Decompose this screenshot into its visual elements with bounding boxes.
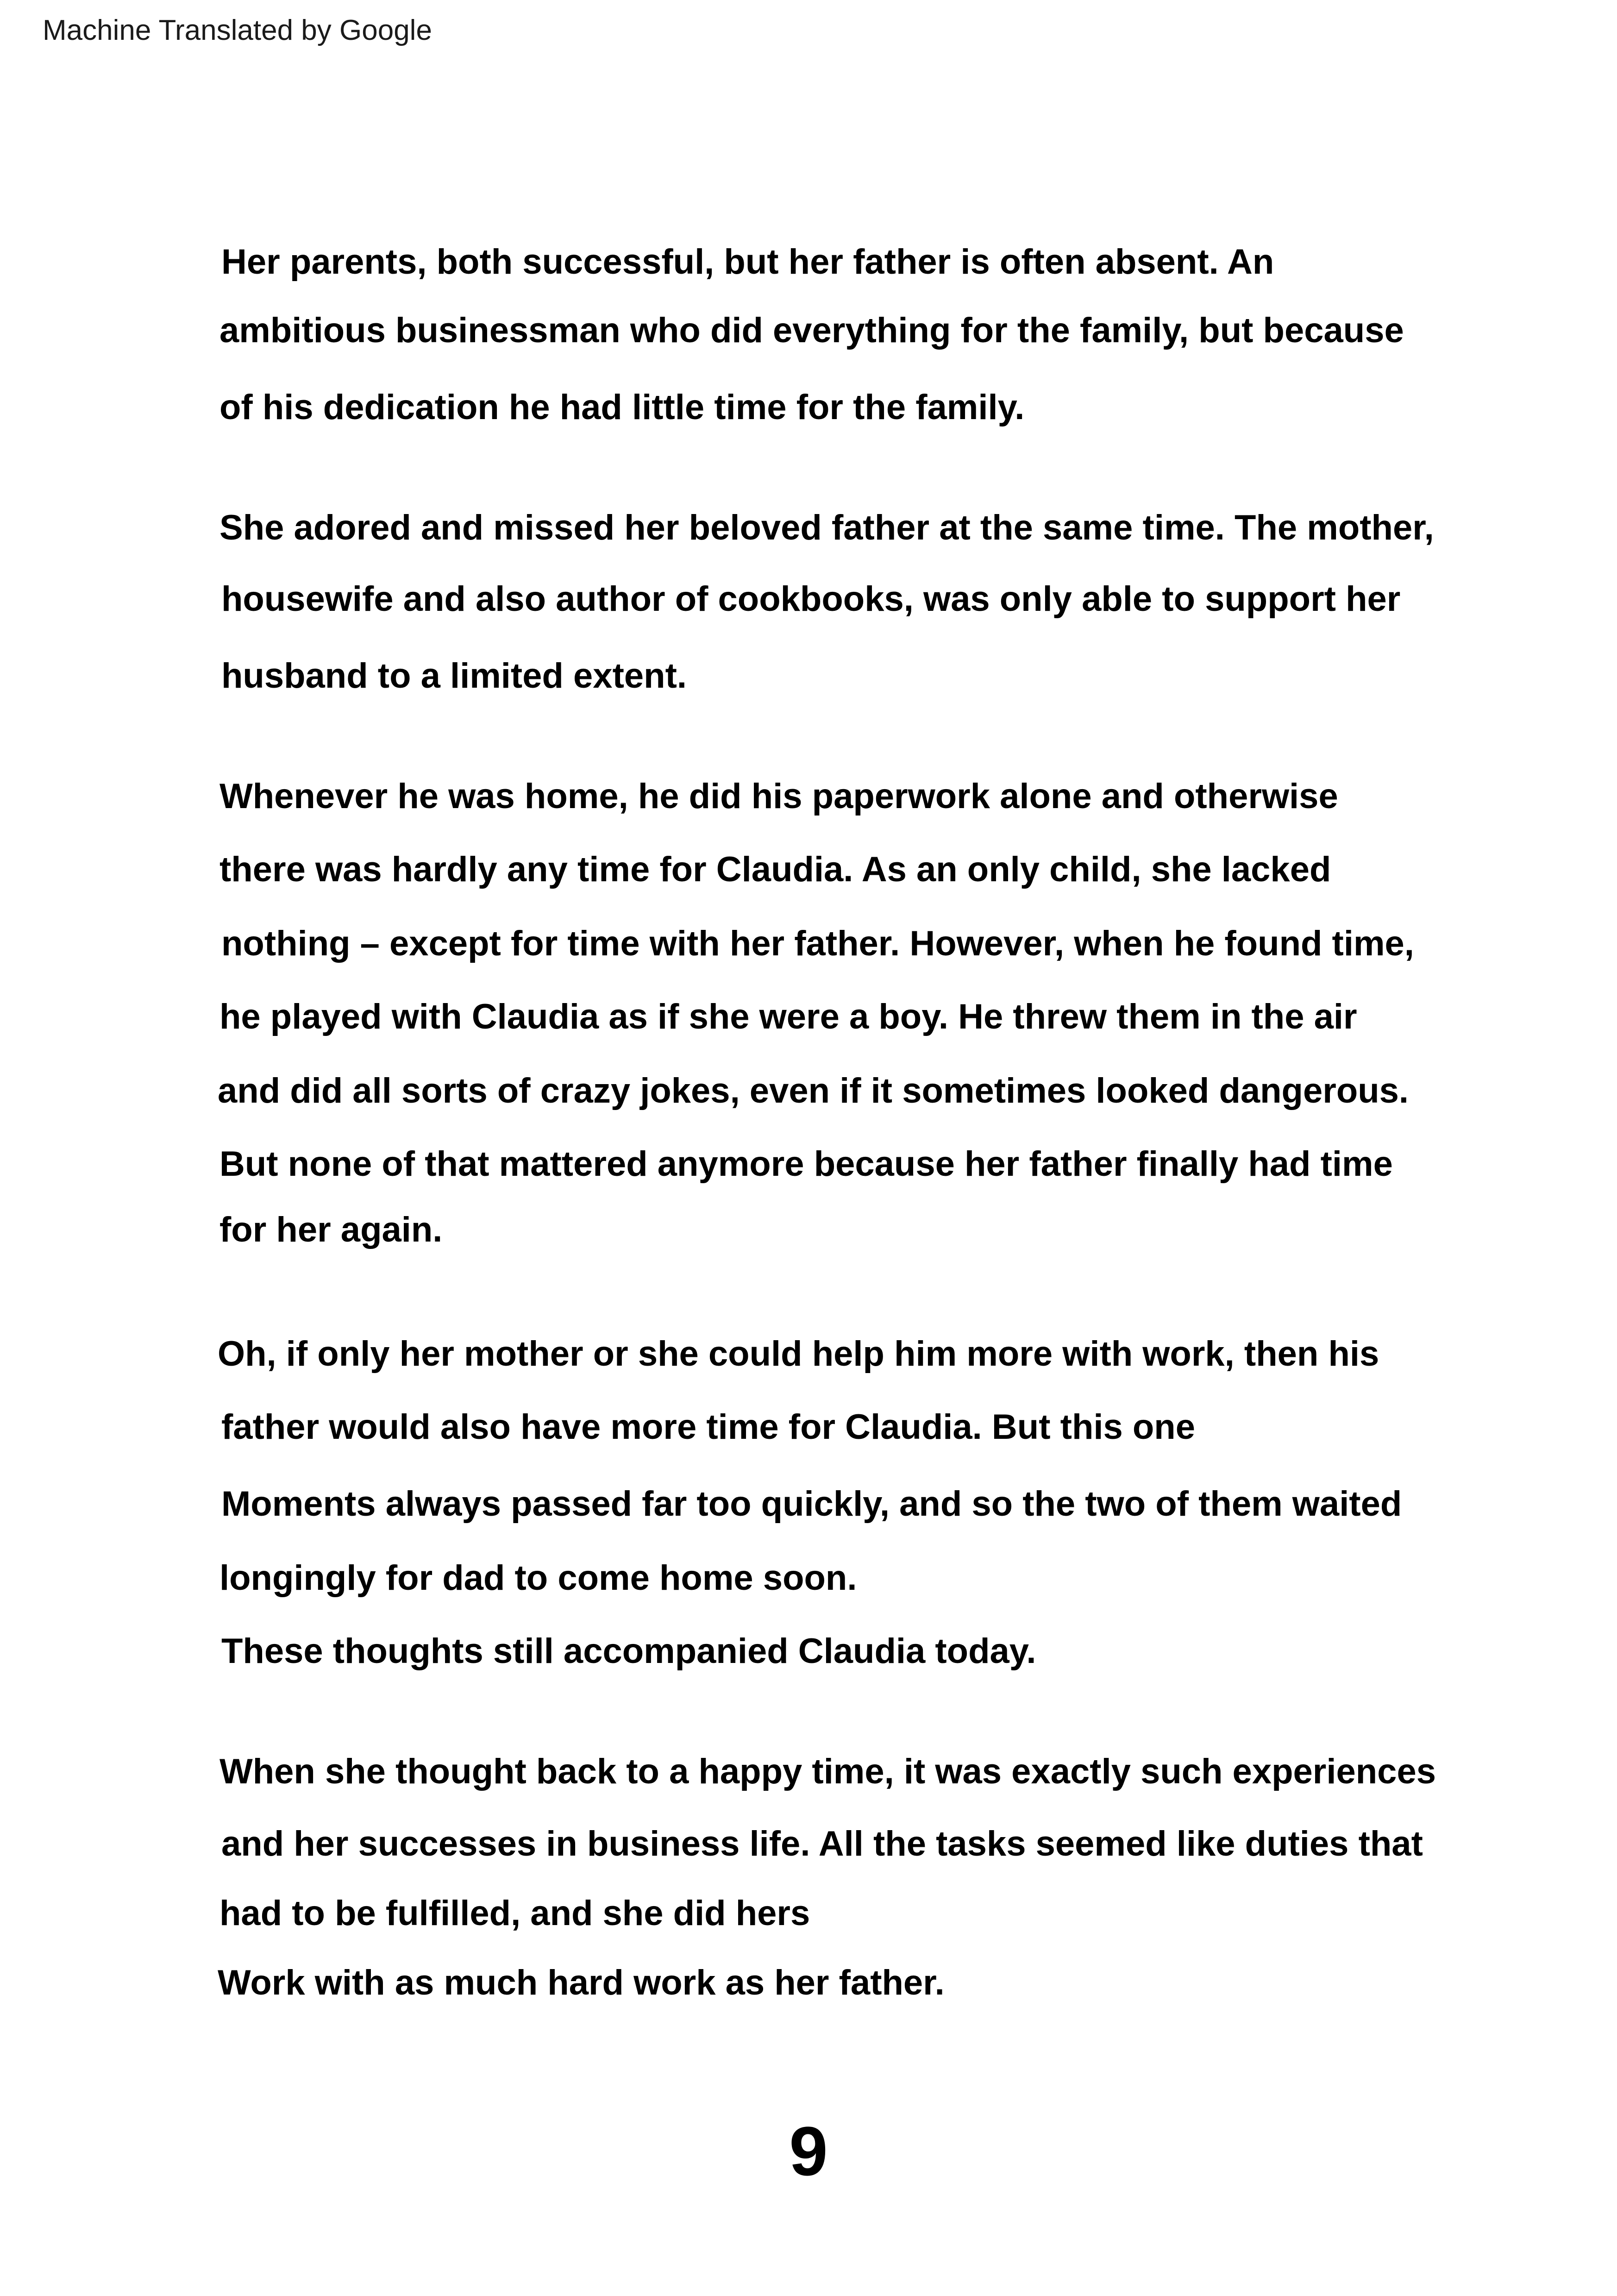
text-line: of his dedication he had little time for the family.	[219, 388, 1025, 427]
text-line: there was hardly any time for Claudia. As an only child, she lacked	[219, 850, 1331, 889]
text-line: Work with as much hard work as her father.	[218, 1963, 945, 2002]
text-line: housewife and also author of cookbooks, was only able to support her	[221, 579, 1401, 619]
text-line: Her parents, both successful, but her father is often absent. An	[221, 242, 1274, 282]
text-line: She adored and missed her beloved father at the same time. The mother,	[219, 508, 1434, 547]
text-line: for her again.	[219, 1210, 443, 1249]
text-line: husband to a limited extent.	[221, 656, 687, 696]
text-line: had to be fulfilled, and she did hers	[219, 1894, 810, 1933]
text-line: When she thought back to a happy time, it was exactly such experiences	[219, 1752, 1436, 1791]
text-line: These thoughts still accompanied Claudia today.	[221, 1631, 1036, 1671]
text-line: he played with Claudia as if she were a boy. He threw them in the air	[219, 997, 1357, 1036]
machine-translation-notice: Machine Translated by Google	[43, 14, 432, 46]
text-line: and her successes in business life. All the tasks seemed like duties that	[221, 1824, 1423, 1863]
text-line: father would also have more time for Claudia. But this one	[221, 1407, 1195, 1447]
text-line: But none of that mattered anymore because her father finally had time	[219, 1144, 1393, 1184]
text-line: Whenever he was home, he did his paperwork alone and otherwise	[219, 777, 1338, 816]
page-number: 9	[789, 2112, 828, 2190]
text-line: nothing – except for time with her father. However, when he found time,	[221, 924, 1414, 963]
text-line: and did all sorts of crazy jokes, even if it sometimes looked dangerous.	[218, 1071, 1409, 1110]
text-line: Oh, if only her mother or she could help him more with work, then his	[218, 1334, 1379, 1374]
text-line: Moments always passed far too quickly, and so the two of them waited	[221, 1484, 1402, 1524]
text-line: longingly for dad to come home soon.	[219, 1558, 857, 1598]
text-line: ambitious businessman who did everything for the family, but because	[219, 311, 1404, 350]
